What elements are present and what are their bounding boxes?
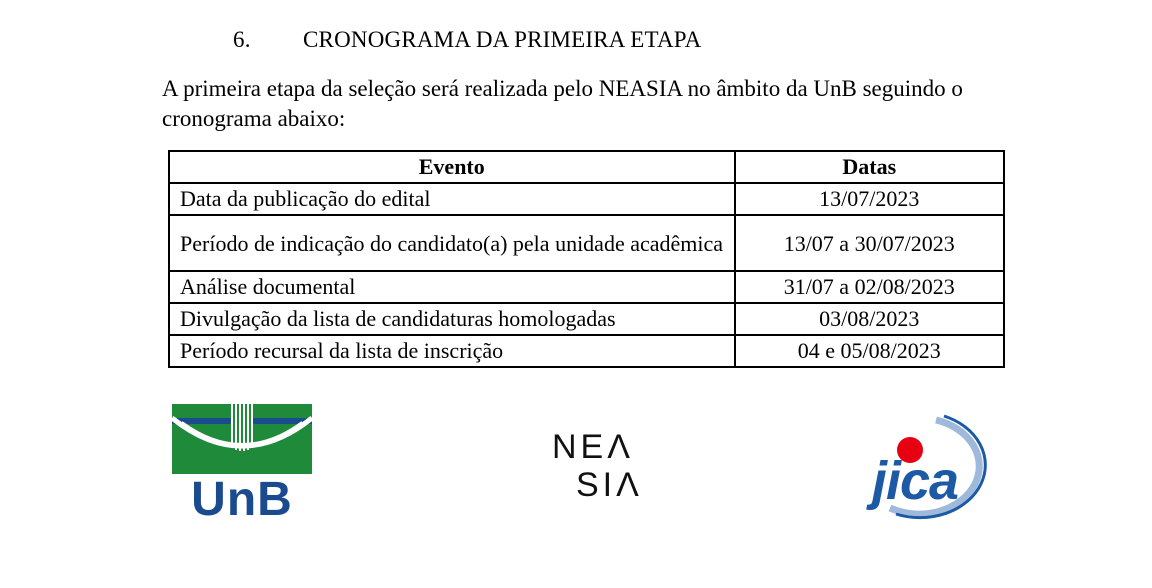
date-cell: 13/07/2023 bbox=[735, 183, 1005, 215]
event-cell: Data da publicação do edital bbox=[169, 183, 735, 215]
neasia-logo bbox=[552, 428, 642, 508]
jica-logo bbox=[866, 410, 1008, 522]
section-heading bbox=[233, 27, 701, 53]
header-event: Evento bbox=[169, 151, 735, 183]
neasia-line-1: NEΛ bbox=[552, 428, 634, 466]
jica-wordmark: jica bbox=[872, 451, 959, 511]
event-cell: Divulgação da lista de candidaturas homologadas bbox=[169, 303, 735, 335]
schedule-table bbox=[168, 150, 1005, 368]
section-title: CRONOGRAMA DA PRIMEIRA ETAPA bbox=[303, 27, 702, 52]
table-row bbox=[169, 215, 1004, 271]
date-cell: 13/07 a 30/07/2023 bbox=[735, 215, 1005, 271]
event-cell: Período recursal da lista de inscrição bbox=[169, 335, 735, 367]
unb-wordmark: UnB bbox=[191, 473, 293, 526]
date-cell: 04 e 05/08/2023 bbox=[735, 335, 1005, 367]
unb-logo-icon bbox=[172, 404, 312, 474]
table-row bbox=[169, 271, 1004, 303]
table-row bbox=[169, 183, 1004, 215]
event-cell: Período de indicação do candidato(a) pela unidade acadêmica bbox=[169, 215, 735, 271]
header-dates: Datas bbox=[735, 151, 1005, 183]
date-cell: 03/08/2023 bbox=[735, 303, 1005, 335]
unb-logo bbox=[172, 404, 312, 534]
table-row bbox=[169, 335, 1004, 367]
table-header-row bbox=[169, 151, 1004, 183]
event-cell: Análise documental bbox=[169, 271, 735, 303]
table-row bbox=[169, 303, 1004, 335]
section-number: 6. bbox=[233, 27, 251, 52]
date-cell: 31/07 a 02/08/2023 bbox=[735, 271, 1005, 303]
neasia-line-2: SIΛ bbox=[576, 466, 643, 504]
intro-paragraph: A primeira etapa da seleção será realizada pelo NEASIA no âmbito da UnB seguindo o cronograma abaixo: bbox=[162, 76, 963, 131]
